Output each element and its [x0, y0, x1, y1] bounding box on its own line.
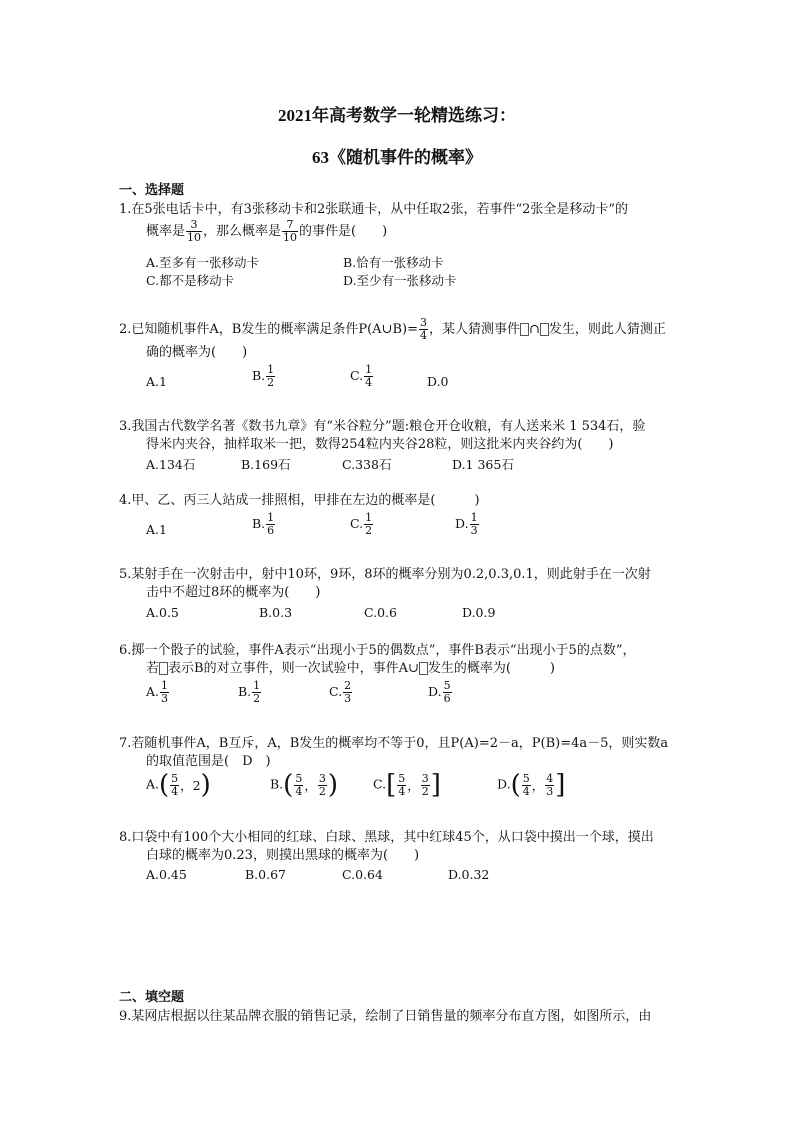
q6-line2: 若 表示B的对立事件，则一次试验中，事件A∪ 发生的概率为( ) — [146, 661, 556, 676]
q8-line2: 白球的概率为0.23，则摸出黑球的概率为( ) — [146, 848, 420, 863]
q4-option-b: B. $\frac{1}{6}$ — [252, 511, 275, 537]
q7-option-c: C. [ $\frac{5}{4}$ ， $\frac{3}{2}$ ] — [373, 770, 441, 800]
q4-option-a: A.1 — [146, 522, 167, 537]
q3-option-d: D.1 365石 — [452, 457, 514, 472]
q8-line1: 8.口袋中有100个大小相同的红球、白球、黑球，其中红球45个，从口袋中摸出一个球，摸出 — [119, 830, 654, 845]
fraction: $\frac{7}{10}$ — [283, 218, 298, 244]
q6-line1: 6.掷一个骰子的试验，事件A表示“出现小于5的偶数点”，事件B表示“出现小于5的点数”， — [119, 643, 636, 658]
q2-option-d: D.0 — [427, 374, 449, 389]
q7-option-d: D. ( $\frac{5}{4}$ ， $\frac{4}{3}$ ] — [497, 770, 566, 800]
section-fill-blank: 二、填空题 — [119, 990, 185, 1005]
page-title: 2021年高考数学一轮精选练习： — [278, 106, 516, 125]
q7-line2: 的取值范围是( D ) — [146, 754, 271, 769]
event-symbol — [159, 662, 168, 675]
q3-line1: 3.我国古代数学名著《数书九章》有“米谷粒分”题:粮仓开仓收粮，有人送来米 1 534石，验 — [119, 419, 646, 434]
q8-option-c: C.0.64 — [342, 867, 383, 882]
q2-option-b: B. $\frac{1}{2}$ — [252, 363, 275, 389]
q2-option-a: A.1 — [146, 374, 167, 389]
q2-line1: 2.已知随机事件A，B发生的概率满足条件P(A∪B)= $\frac{3}{4}$ ，某人猜测事件 ∩ 发生，则此人猜测正 — [119, 316, 666, 342]
q5-option-a: A.0.5 — [146, 605, 179, 620]
q3-option-c: C.338石 — [342, 457, 392, 472]
event-symbol — [419, 662, 428, 675]
q7-option-a: A. ( $\frac{5}{4}$ ，2 ) — [146, 770, 211, 800]
q4-option-d: D. $\frac{1}{3}$ — [455, 511, 478, 537]
q7-option-b: B. ( $\frac{5}{4}$ ， $\frac{3}{2}$ ) — [270, 770, 338, 800]
q3-option-a: A.134石 — [146, 457, 196, 472]
q8-option-a: A.0.45 — [146, 867, 187, 882]
q3-option-b: B.169石 — [241, 457, 291, 472]
q4-option-c: C. $\frac{1}{2}$ — [350, 511, 373, 537]
q1-option-a: A.至多有一张移动卡 — [146, 255, 260, 270]
q1-option-d: D.至少有一张移动卡 — [343, 273, 457, 288]
q3-line2: 得米内夹谷，抽样取米一把，数得254粒内夹谷28粒，则这批米内夹谷约为( ) — [146, 437, 614, 452]
q1-line1: 1.在5张电话卡中，有3张移动卡和2张联通卡，从中任取2张，若事件“2张全是移动卡”的 — [119, 202, 629, 217]
q5-line1: 5.某射手在一次射击中，射中10环，9环，8环的概率分别为0.2,0.3,0.1，则此射手在一次射 — [119, 567, 651, 582]
q1-line2: 概率是 $\frac{3}{10}$ ，那么概率是 $\frac{7}{10}$ 的事件是( ) — [146, 218, 388, 244]
q5-option-c: C.0.6 — [364, 605, 397, 620]
q5-option-b: B.0.3 — [259, 605, 293, 620]
event-symbol — [540, 323, 549, 336]
q5-line2: 击中不超过8环的概率为( ) — [146, 585, 321, 600]
page-subtitle: 63《随机事件的概率》 — [312, 148, 482, 167]
section-choice: 一、选择题 — [119, 183, 185, 198]
event-symbol — [520, 323, 529, 336]
q8-option-d: D.0.32 — [448, 867, 490, 882]
fraction: $\frac{3}{10}$ — [187, 218, 202, 244]
q9-line1: 9.某网店根据以往某品牌衣服的销售记录，绘制了日销售量的频率分布直方图，如图所示，由 — [119, 1009, 652, 1024]
fraction: $\frac{3}{4}$ — [419, 316, 427, 342]
q1-option-b: B.恰有一张移动卡 — [343, 255, 444, 270]
q1-option-c: C.都不是移动卡 — [146, 273, 235, 288]
q2-option-c: C. $\frac{1}{4}$ — [350, 363, 373, 389]
q7-line1: 7.若随机事件A，B互斥，A，B发生的概率均不等于0，且P(A)=2－a，P(B)=4a－5，则实数a — [119, 736, 669, 751]
q6-option-a: A. $\frac{1}{3}$ — [146, 679, 169, 705]
q6-option-d: D. $\frac{5}{6}$ — [428, 679, 451, 705]
q4-line1: 4.甲、乙、丙三人站成一排照相，甲排在左边的概率是( ) — [119, 493, 480, 508]
q2-line2: 确的概率为( ) — [146, 345, 248, 360]
q8-option-b: B.0.67 — [245, 867, 286, 882]
q6-option-c: C. $\frac{2}{3}$ — [329, 679, 352, 705]
q5-option-d: D.0.9 — [462, 605, 496, 620]
q6-option-b: B. $\frac{1}{2}$ — [238, 679, 261, 705]
